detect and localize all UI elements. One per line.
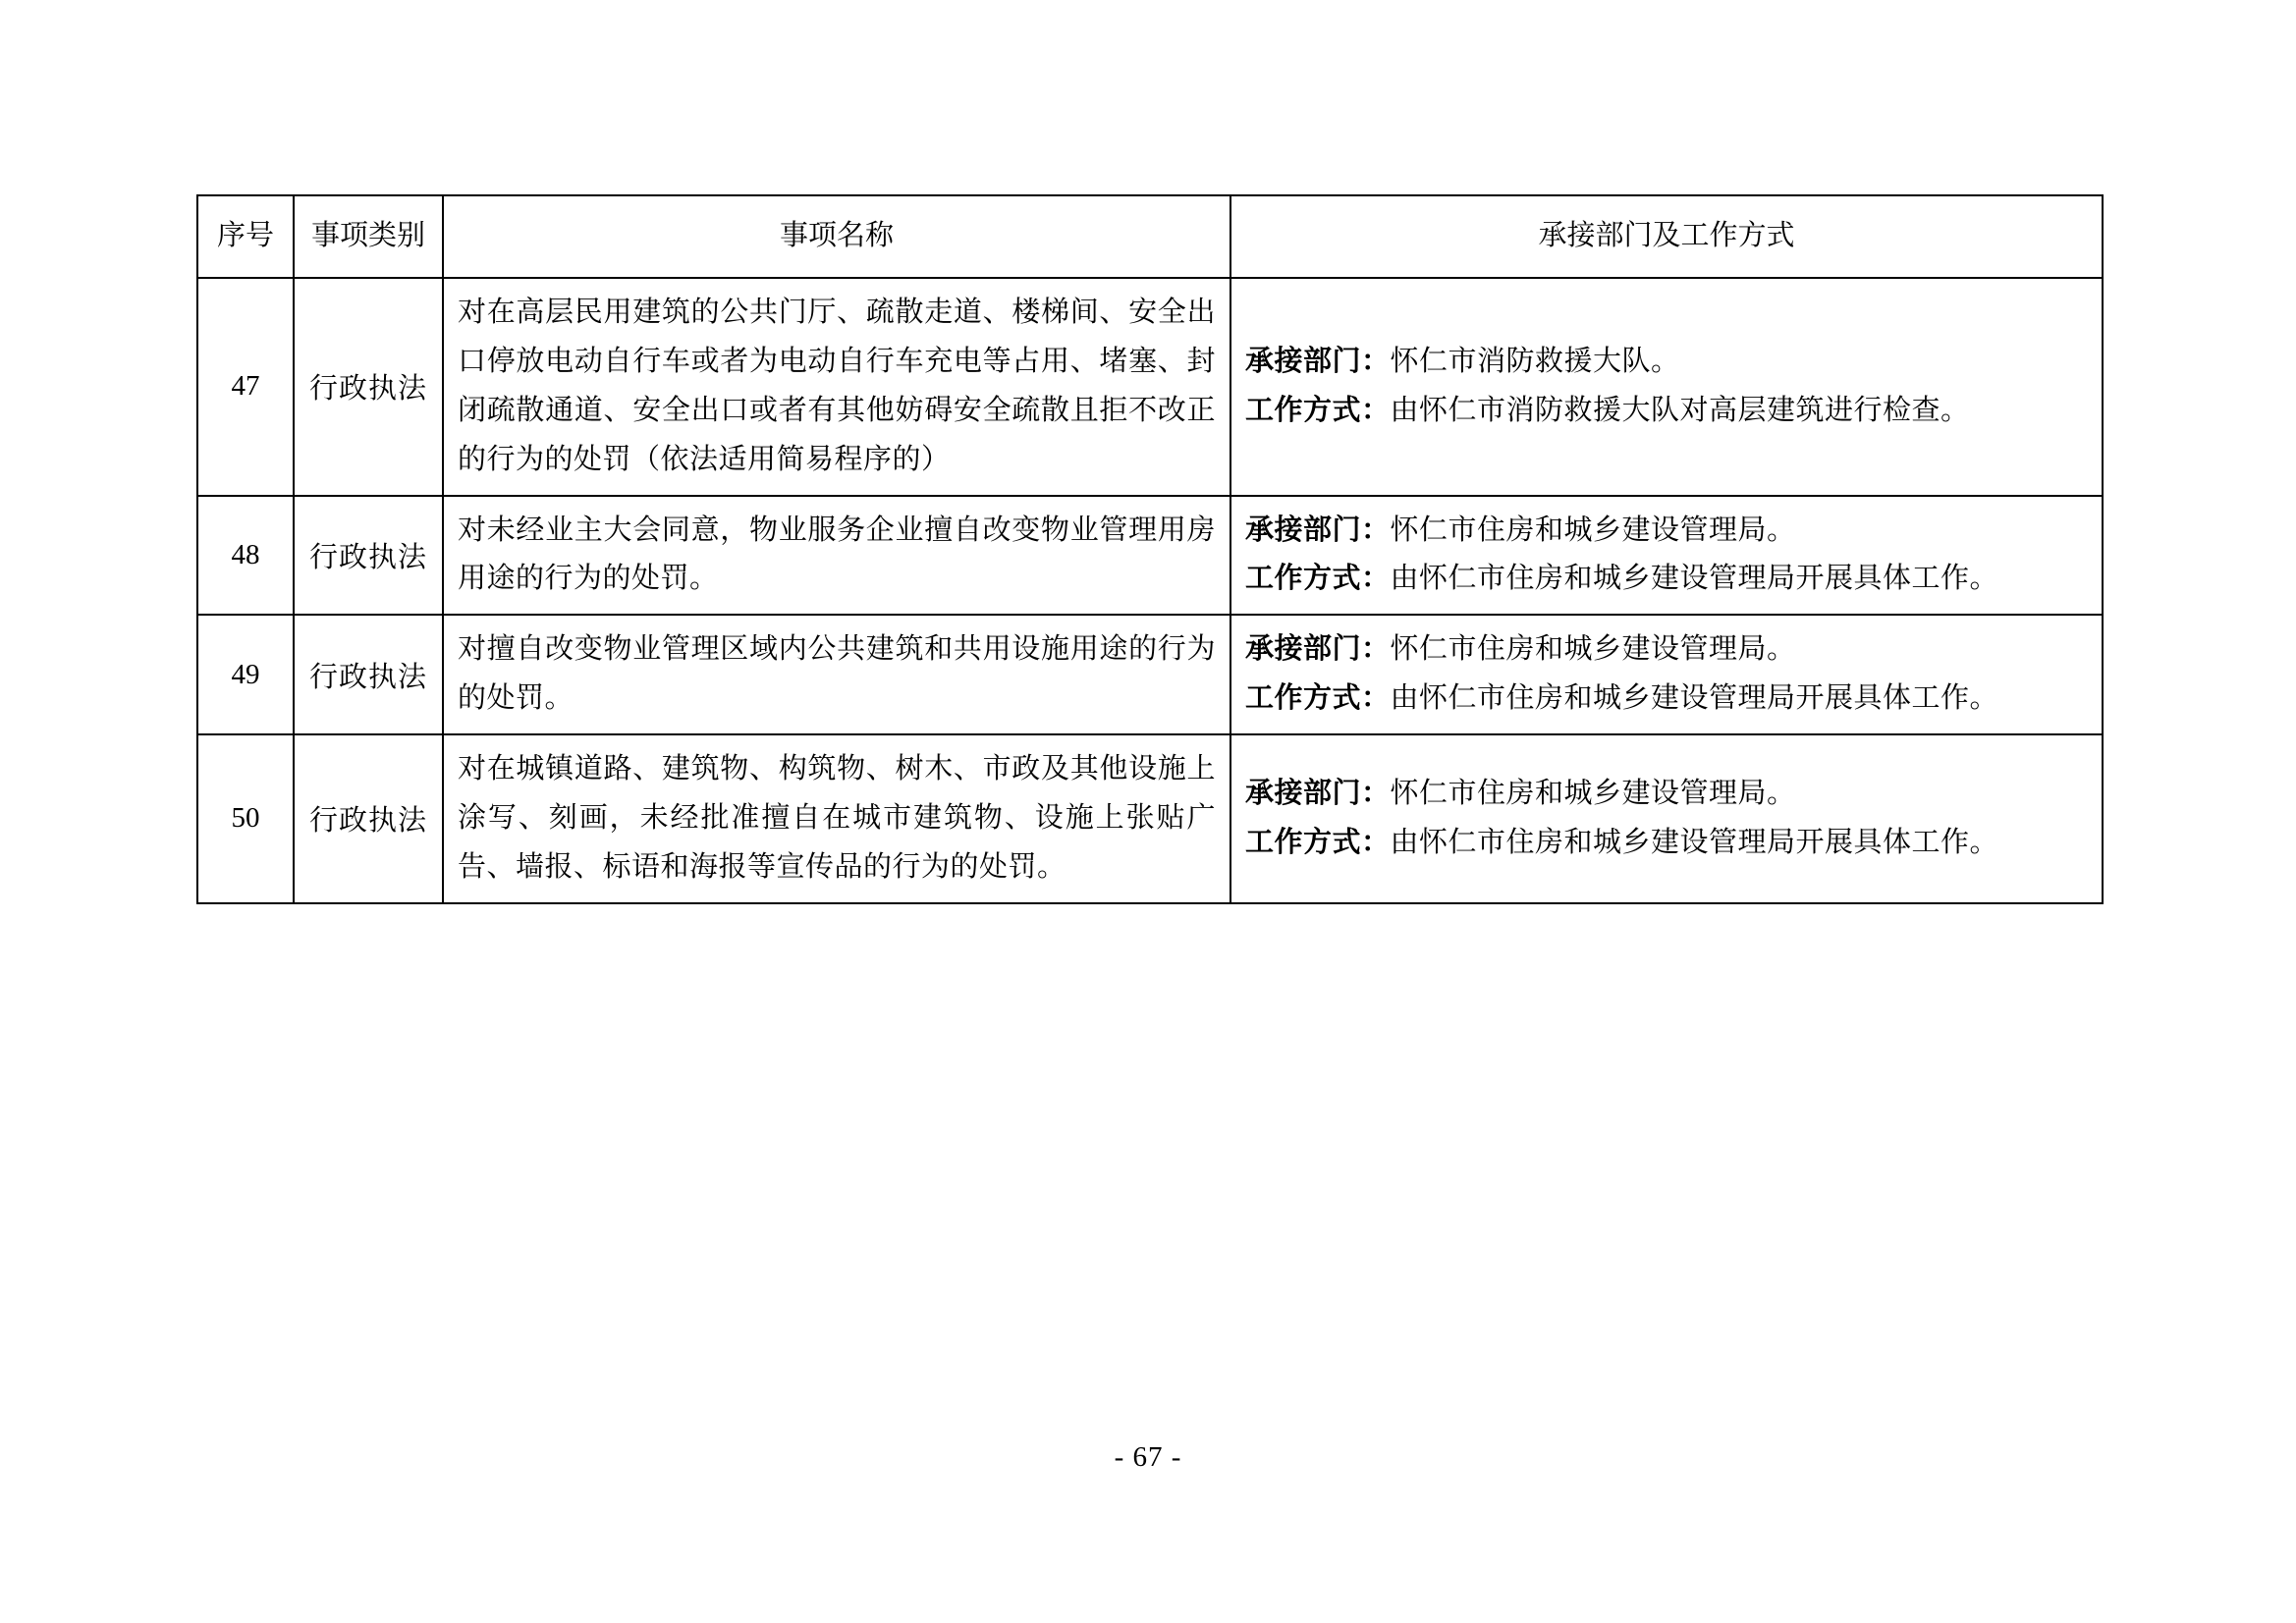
method-label: 工作方式： [1245, 826, 1391, 858]
cell-item-name: 对擅自改变物业管理区域内公共建筑和共用设施用途的行为的处罚。 [443, 615, 1230, 734]
department-value: 怀仁市住房和城乡建设管理局。 [1390, 633, 1796, 666]
cell-item-name: 对在高层民用建筑的公共门厅、疏散走道、楼梯间、安全出口停放电动自行车或者为电动自行车充电等占用、堵塞、封闭疏散通道、安全出口或者有其他妨碍安全疏散且拒不改正的行为的处罚（依法适用简易程序的） [443, 278, 1230, 496]
cell-seq: 48 [197, 496, 294, 616]
department-line [1245, 770, 2088, 819]
cell-department-method [1230, 278, 2103, 496]
department-value: 怀仁市消防救援大队。 [1390, 345, 1680, 377]
administrative-items-table-wrapper [196, 194, 2102, 904]
table-row [197, 496, 2103, 616]
method-label: 工作方式： [1245, 563, 1391, 595]
method-value: 由怀仁市消防救援大队对高层建筑进行检查。 [1390, 394, 1970, 426]
cell-item-name: 对在城镇道路、建筑物、构筑物、树木、市政及其他设施上涂写、刻画，未经批准擅自在城市建筑物、设施上张贴广告、墙报、标语和海报等宣传品的行为的处罚。 [443, 734, 1230, 903]
method-value: 由怀仁市住房和城乡建设管理局开展具体工作。 [1390, 563, 1999, 595]
administrative-items-table [196, 194, 2104, 904]
column-header-seq: 序号 [197, 195, 294, 278]
department-line [1245, 338, 2088, 387]
column-header-category: 事项类别 [294, 195, 443, 278]
table-row [197, 615, 2103, 734]
method-line [1245, 555, 2088, 604]
cell-department-method [1230, 734, 2103, 903]
method-value: 由怀仁市住房和城乡建设管理局开展具体工作。 [1390, 682, 1999, 715]
cell-department-method [1230, 615, 2103, 734]
column-header-name: 事项名称 [443, 195, 1230, 278]
cell-category: 行政执法 [294, 278, 443, 496]
cell-seq: 47 [197, 278, 294, 496]
method-label: 工作方式： [1245, 682, 1391, 715]
cell-seq: 50 [197, 734, 294, 903]
cell-item-name: 对未经业主大会同意，物业服务企业擅自改变物业管理用房用途的行为的处罚。 [443, 496, 1230, 616]
department-line [1245, 507, 2088, 556]
department-value: 怀仁市住房和城乡建设管理局。 [1390, 777, 1796, 809]
method-line [1245, 675, 2088, 724]
cell-department-method [1230, 496, 2103, 616]
department-label: 承接部门： [1245, 633, 1391, 666]
method-line [1245, 387, 2088, 436]
cell-category: 行政执法 [294, 734, 443, 903]
cell-seq: 49 [197, 615, 294, 734]
method-value: 由怀仁市住房和城乡建设管理局开展具体工作。 [1390, 826, 1999, 858]
table-body [197, 278, 2103, 903]
column-header-department: 承接部门及工作方式 [1230, 195, 2103, 278]
department-label: 承接部门： [1245, 345, 1391, 377]
table-header-row [197, 195, 2103, 278]
department-value: 怀仁市住房和城乡建设管理局。 [1390, 514, 1796, 546]
table-row [197, 734, 2103, 903]
cell-category: 行政执法 [294, 496, 443, 616]
method-label: 工作方式： [1245, 394, 1391, 426]
department-label: 承接部门： [1245, 777, 1391, 809]
department-label: 承接部门： [1245, 514, 1391, 546]
method-line [1245, 819, 2088, 868]
table-header [197, 195, 2103, 278]
page-number: - 67 - [1114, 1441, 1182, 1473]
department-line [1245, 625, 2088, 675]
cell-category: 行政执法 [294, 615, 443, 734]
table-row [197, 278, 2103, 496]
